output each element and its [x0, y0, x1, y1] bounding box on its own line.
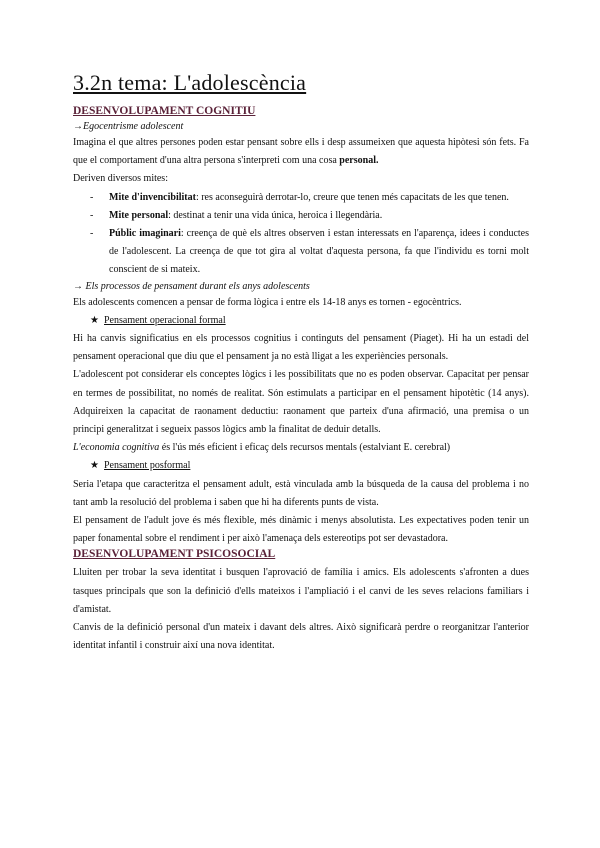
list-item	[73, 207, 529, 225]
bold-term: Mite personal	[109, 209, 169, 221]
paragraph: Hi ha canvis significatius en els processos cognitius i continguts del pensament (Piaget). Hi ha un estadi del pensament operacional que diu que el pensament ja no està lligat a les experiències personals.	[73, 333, 529, 363]
item-text: : creença de què els altres observen i estan interessats en l'aparença, idees i conductes de l'adolescent. La creença de que tot gira al voltat d'aquesta persona, fa que l'individu es torni molt conscient de si mateix.	[109, 228, 529, 276]
star-heading-label: Pensament posformal	[104, 460, 191, 472]
dash-bullet: -	[90, 228, 94, 240]
subheading-egocentrism: →Egocentrisme adolescent	[73, 121, 184, 132]
section-heading-cognitive: DESENVOLUPAMENT COGNITIU	[73, 105, 256, 117]
bold-text: personal.	[339, 155, 379, 167]
star-icon: ★	[90, 314, 99, 326]
paragraph: Deriven diversos mites:	[73, 173, 168, 185]
section-heading-psychosocial: DESENVOLUPAMENT PSICOSOCIAL	[73, 548, 276, 561]
list-item	[73, 225, 529, 280]
document-page	[73, 70, 529, 655]
bold-term: Mite d'invencibilitat	[109, 191, 196, 203]
paragraph: Lluiten per trobar la seva identitat i busquen l'aprovació de família i amics. Els adolescents s'afronten a dues tasques principals que son la definició d'ells mateixos i l'ampliació i el canvi de les seves relacions familiars i d'amistat.	[73, 567, 529, 615]
item-text: : destinat a tenir una vida única, heroica i llegendària.	[168, 209, 383, 221]
text: Imagina el que altres persones poden estar pensant sobre ells i desp assumeixen que aquesta hipòtesi són fets. Fa que el comportament d'una altra persona s'interpreti com una cosa	[73, 137, 529, 167]
star-heading-label: Pensament operacional formal	[104, 314, 226, 326]
text: és l'ús més eficient i eficaç dels recursos mentals (estalviant E. cerebral)	[159, 442, 451, 454]
italic-term: L'economia cognitiva	[73, 442, 160, 454]
paragraph: Els adolescents comencen a pensar de forma lògica i entre els 14-18 anys es tornen - egocèntrics.	[73, 296, 462, 308]
star-icon: ★	[90, 460, 99, 472]
dash-bullet: -	[90, 209, 94, 221]
paragraph	[73, 134, 529, 170]
dash-bullet: -	[90, 191, 94, 203]
star-heading	[73, 312, 529, 330]
star-heading	[73, 457, 529, 475]
paragraph: L'adolescent pot considerar els conceptes lògics i les possibilitats que no es poden observar. Capacitat per pensar en termes de possibilitat, no només de realitat. Són estimulats a participar en el pensament hipotètic (14 anys). Adquireixen la capacitat de raonament deductiu: raonament que parteix d'una afirmació, una premisa o un principi generalitzat i segueix passos lògics amb la finalitat de deduir detalls.	[73, 369, 529, 436]
list-item	[73, 189, 529, 207]
paragraph: Seria l'etapa que caracteritza el pensament adult, està vinculada amb la búsqueda de la causa del problema i no tant amb la resolució del problema i saben que hi ha diferents punts de vista.	[73, 478, 529, 508]
paragraph: El pensament de l'adult jove és més flexible, més dinàmic i menys absolutista. Les expectatives poden tenir un paper fonamental sobre el rendiment i per això l'amenaça dels estereotips pot ser devastadora.	[73, 515, 529, 545]
subheading-thought-processes: → Els processos de pensament durant els anys adolescents	[73, 280, 310, 292]
paragraph: Canvis de la definició personal d'un mateix i davant dels altres. Això significarà perdre o reorganitzar l'anterior identitat infantil i construir així una nova identitat.	[73, 622, 529, 652]
item-text: : res aconseguirà derrotar-lo, creure que tenen més capacitats de les que tenen.	[195, 191, 509, 203]
page-title: 3.2n tema: L'adolescència	[73, 70, 307, 95]
myths-list	[73, 189, 529, 280]
bold-term: Públic imaginari	[109, 228, 181, 240]
paragraph	[73, 439, 529, 457]
